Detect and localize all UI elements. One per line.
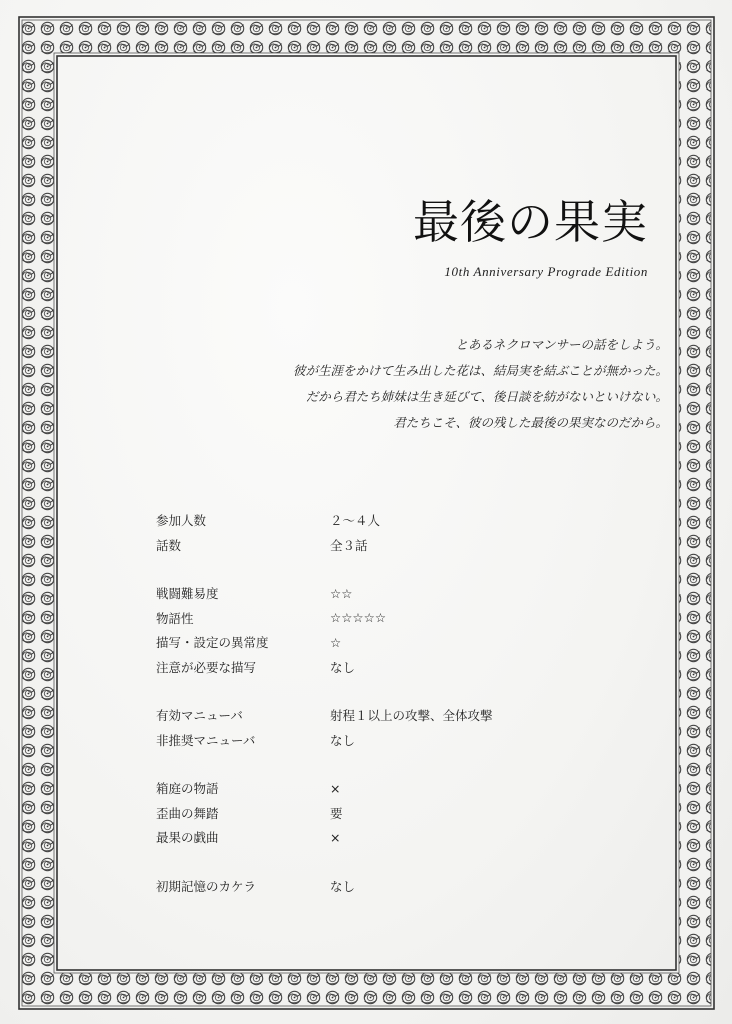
spec-label: 初期記憶のカケラ (156, 878, 257, 894)
spec-value: ２～４人 (330, 513, 381, 529)
spec-value: ☆☆ (330, 585, 353, 601)
spec-label: 有効マニューバ (156, 708, 243, 724)
spec-row (156, 825, 596, 850)
spec-row (156, 630, 596, 655)
spec-list (156, 508, 596, 922)
spec-value: なし (330, 878, 356, 894)
intro-line: だから君たち姉妹は生き延びて、後日談を紡がないといけない。 (305, 389, 668, 404)
intro-line: 君たちこそ、彼の残した最後の果実なのだから。 (393, 415, 668, 430)
spec-label: 物語性 (156, 610, 194, 626)
spec-label: 歪曲の舞踏 (156, 805, 219, 821)
spec-row (156, 606, 596, 631)
spec-row (156, 728, 596, 753)
spec-group-memory (156, 874, 596, 899)
spec-value: ☆☆☆☆☆ (330, 610, 387, 626)
intro-line: 彼が生涯をかけて生み出した花は、結局実を結ぶことが無かった。 (292, 363, 668, 378)
spec-value: 全３話 (330, 537, 368, 553)
spec-group-expansions (156, 776, 596, 850)
spec-group-difficulty (156, 581, 596, 679)
spec-value: 要 (330, 805, 343, 821)
spec-row (156, 655, 596, 680)
spec-label: 非推奨マニューバ (156, 732, 256, 748)
spec-label: 戦闘難易度 (156, 586, 219, 602)
spec-group-players (156, 508, 596, 557)
spec-value: なし (330, 732, 356, 748)
spec-value: ☆ (330, 634, 342, 650)
spec-row (156, 801, 596, 826)
spec-row (156, 776, 596, 801)
spec-group-maneuvers (156, 703, 596, 752)
spec-label: 最果の戯曲 (156, 830, 219, 846)
spec-label: 話数 (156, 537, 182, 553)
spec-label: 参加人数 (156, 513, 207, 529)
spec-label: 描写・設定の異常度 (156, 635, 269, 651)
spec-row (156, 533, 596, 558)
spec-label: 注意が必要な描写 (156, 659, 257, 675)
spec-row (156, 703, 596, 728)
spec-row (156, 581, 596, 606)
spec-row (156, 874, 596, 899)
spec-row (156, 508, 596, 533)
intro-line: とあるネクロマンサーの話をしよう。 (455, 337, 668, 352)
spec-value: 射程１以上の攻撃、全体攻撃 (330, 708, 493, 724)
spec-value: × (330, 780, 341, 796)
spec-label: 箱庭の物語 (156, 781, 219, 797)
page-title: 最後の果実 (413, 195, 648, 249)
spec-value: × (330, 829, 341, 845)
spec-value: なし (330, 659, 356, 675)
subtitle: 10th Anniversary Prograde Edition (444, 264, 648, 279)
intro-text (293, 332, 668, 436)
